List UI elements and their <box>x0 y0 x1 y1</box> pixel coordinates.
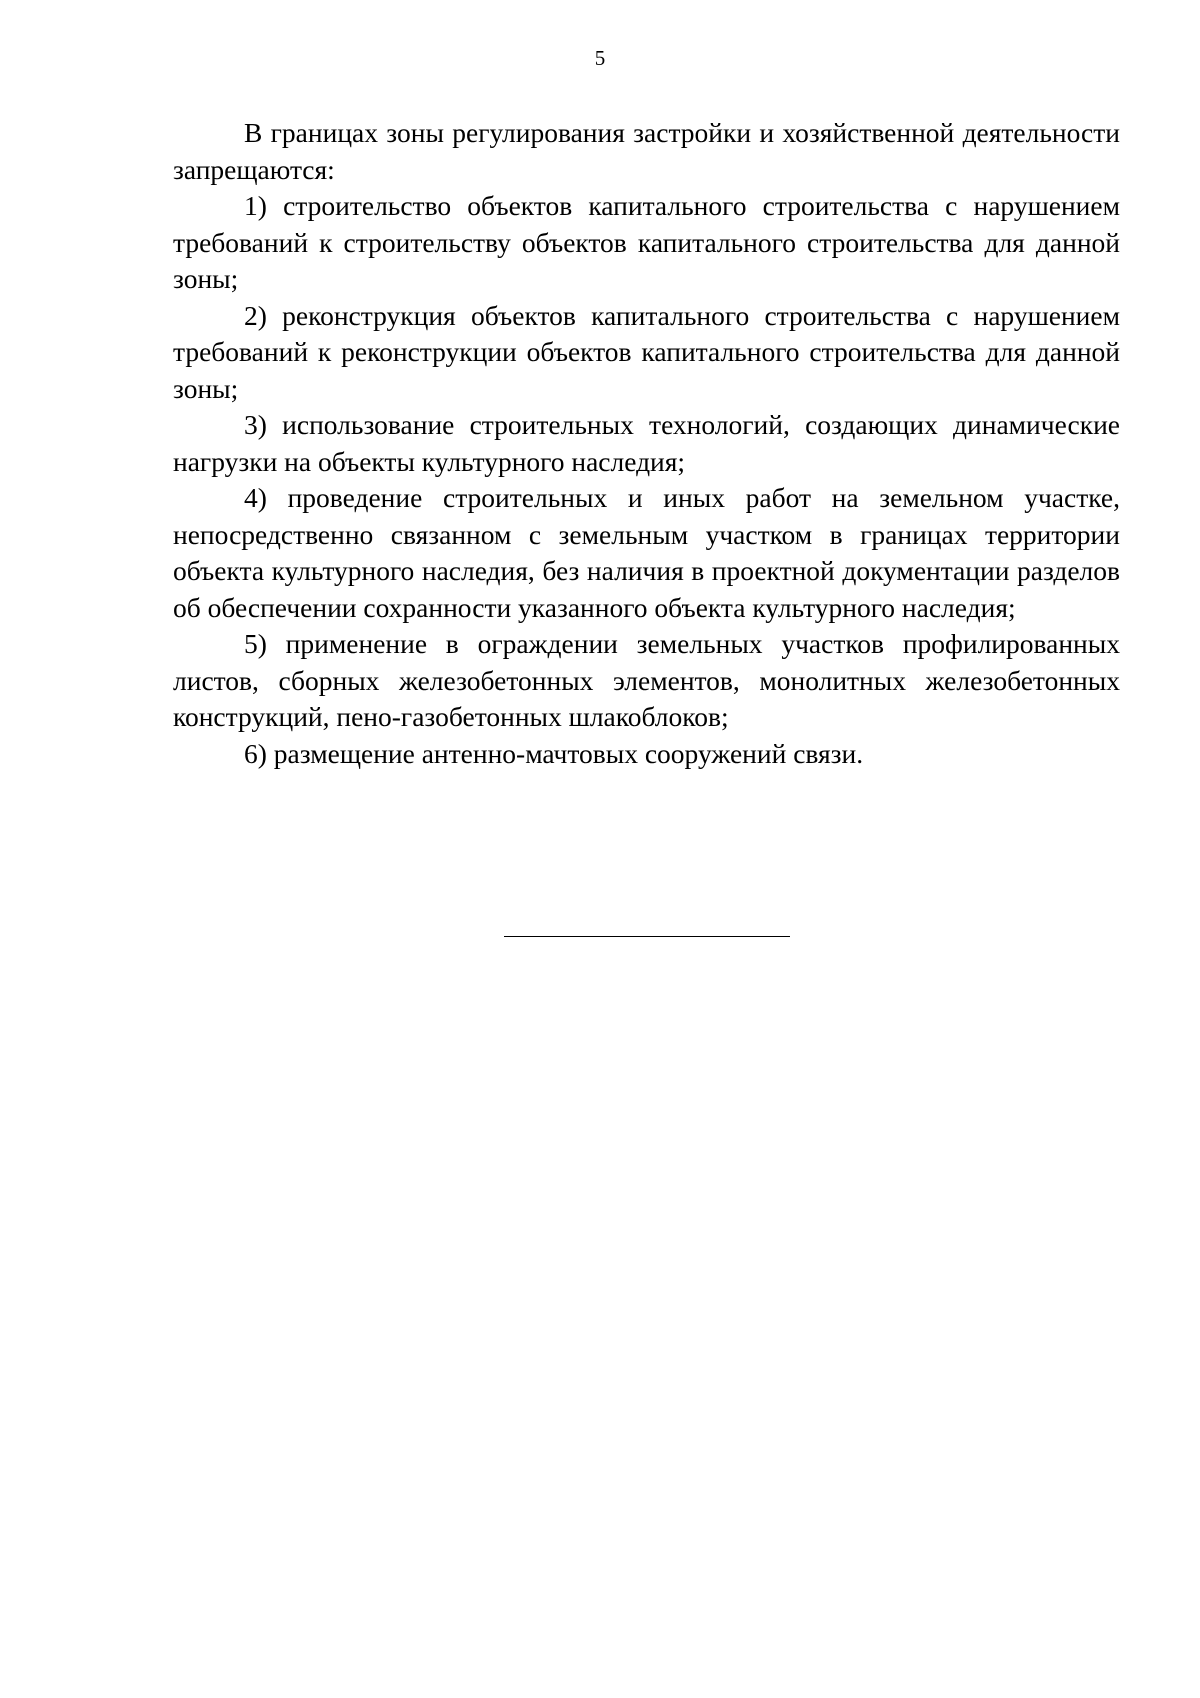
list-item-2: 2) реконструкция объектов капитального строительства с нарушением требований к реконструкции объектов капитального строительства для данной зоны; <box>173 299 1120 404</box>
closing-divider <box>504 936 790 937</box>
document-body <box>173 115 1120 772</box>
list-item-6: 6) размещение антенно-мачтовых сооружений связи. <box>244 737 864 769</box>
page-number: 5 <box>594 46 606 70</box>
list-item-3: 3) использование строительных технологий, создающих динамические нагрузки на объекты культурного наследия; <box>173 409 1120 477</box>
list-item-1: 1) строительство объектов капитального строительства с нарушением требований к строительству объектов капитального строительства для данной зоны; <box>173 190 1120 294</box>
list-item-4: 4) проведение строительных и иных работ на земельном участке, непосредственно связанном с земельным участком в границах территории объекта культурного наследия, без наличия в проектной документации разделов об обеспечении сохранности указанного объекта культурного наследия; <box>173 482 1120 623</box>
intro-paragraph: В границах зоны регулирования застройки и хозяйственной деятельности запрещаются: <box>173 117 1120 185</box>
list-item-5: 5) применение в ограждении земельных участков профилированных листов, сборных железобетонных элементов, монолитных железобетонных конструкций, пено-газобетонных шлакоблоков; <box>173 628 1120 732</box>
